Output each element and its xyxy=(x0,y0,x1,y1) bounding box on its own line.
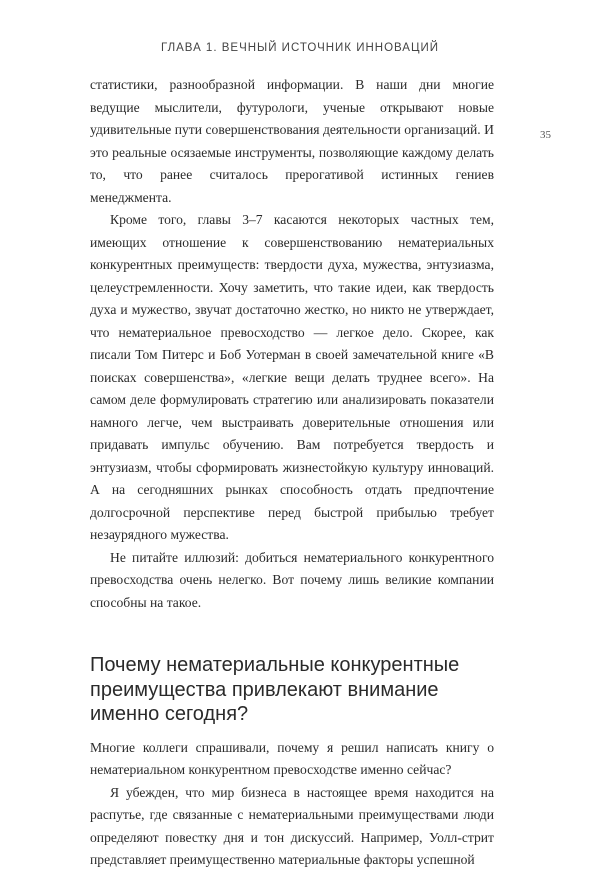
paragraph-illusions: Не питайте иллюзий: добиться нематериального конкурентного превосходства очень нелегко. Вот почему лишь великие компании способны на такое. xyxy=(90,549,494,610)
text-column xyxy=(90,74,494,872)
paragraph-colleagues: Многие коллеги спрашивали, почему я решил написать книгу о нематериальном конкурентном превосходстве именно сейчас? xyxy=(90,739,494,777)
page-number: 35 xyxy=(540,129,551,141)
paragraph-continuation: статистики, разнообразной информации. В наши дни многие ведущие мыслители, футурологи, ученые открывают новые удивительные пути совершенствования деятельности организаций. И это реальные осязаемые инструменты, позволяющие каждому делать то, что ранее считалось прерогативой истинных гениев менеджмента. xyxy=(90,77,494,205)
paragraph-business-world: Я убежден, что мир бизнеса в настоящее время находится на распутье, где связанные с нематериальными преимуществами люди определяют повестку дня и тон дискуссий. Например, Уолл-стрит представляет преимущественно материальные факторы успешной xyxy=(90,784,494,867)
running-header: ГЛАВА 1. ВЕЧНЫЙ ИСТОЧНИК ИННОВАЦИЙ xyxy=(160,42,440,54)
paragraph-chapters: Кроме того, главы 3–7 касаются некоторых частных тем, имеющих отношение к совершенствованию нематериальных конкурентных преимуществ: твердости духа, мужества, энтузиазма, целеустремленности. Хочу заметить, что такие идеи, как твердость духа и мужество, звучат достаточно жестко, но никто не утверждает, что нематериальное превосходство — легкое дело. Скорее, как писали Том Питерс и Боб Уотерман в своей замечательной книге «В поисках совершенства», «легкие вещи делать труднее всего». На самом деле формулировать стратегию или анализировать показатели намного легче, чем выстраивать доверительные отношения или придавать импульс обучению. Вам потребуется твердость и энтузиазм, чтобы сформировать жизнестойкую культуру инноваций. А на сегодняшних рынках способность отдать предпочтение долгосрочной перспективе перед быстрой прибылью требует незаурядного мужества. xyxy=(90,212,494,542)
section-heading: Почему нематериальные конкурентные преимущества привлекают внимание именно сегодня? xyxy=(90,654,460,725)
